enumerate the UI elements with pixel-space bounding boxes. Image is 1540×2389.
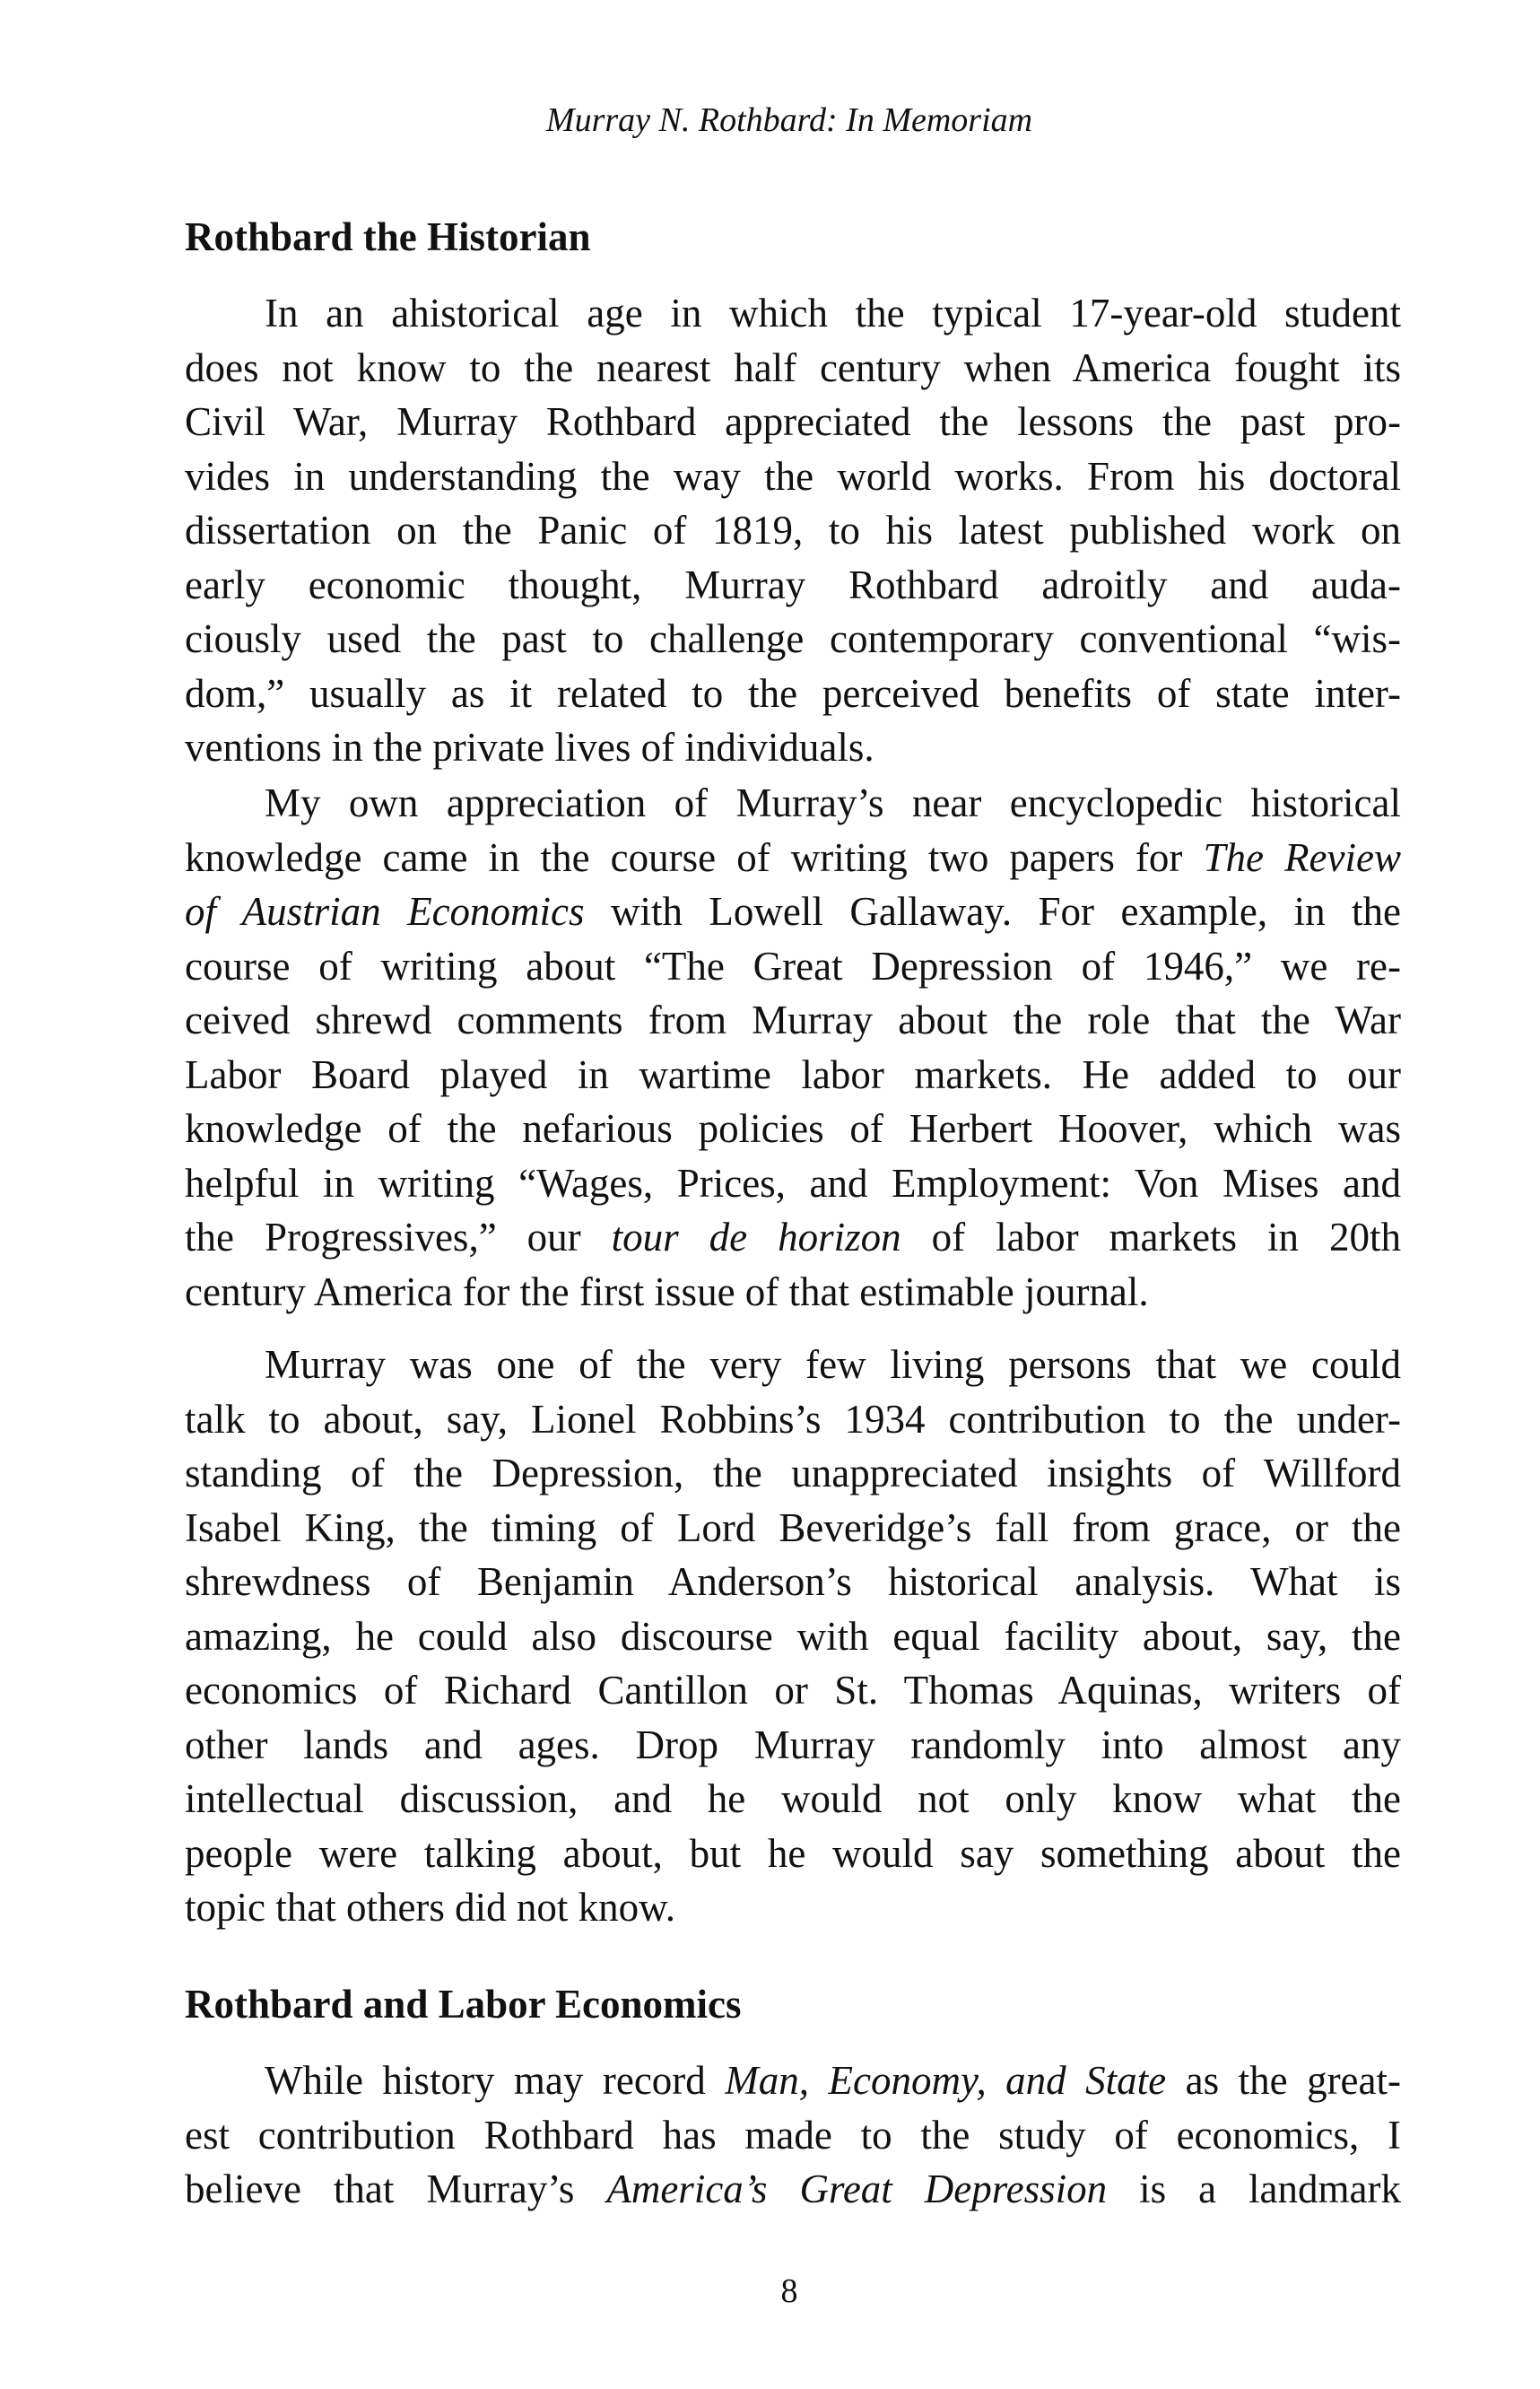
- text-segment: helpful in writing “Wages, Prices, and Employment: Von Mises and: [185, 1160, 1401, 1206]
- text-segment: of labor markets in 20th: [901, 1215, 1401, 1260]
- text-segment: intellectual discussion, and he would not only know what the: [185, 1776, 1401, 1821]
- text-segment: course of writing about “The Great Depression of 1946,” we re-: [185, 943, 1401, 989]
- text-line: [265, 286, 1401, 340]
- text-segment: ventions in the private lives of individuals.: [185, 725, 874, 770]
- text-segment: economics of Richard Cantillon or St. Thomas Aquinas, writers of: [185, 1668, 1401, 1713]
- text-segment: In an ahistorical age in which the typical 17-year-old student: [265, 291, 1401, 336]
- text-line: [185, 1102, 1401, 1155]
- text-segment: knowledge of the nefarious policies of Herbert Hoover, which was: [185, 1106, 1401, 1151]
- text-line: [185, 1609, 1401, 1663]
- text-line: [185, 993, 1401, 1047]
- text-segment: people were talking about, but he would say something about the: [185, 1830, 1401, 1876]
- text-segment: as the great-: [1166, 2058, 1401, 2103]
- text-segment: is a landmark: [1107, 2167, 1401, 2211]
- text-segment: Murray was one of the very few living persons that we could: [265, 1342, 1401, 1387]
- text-line: [185, 1210, 1401, 1264]
- text-segment: the Progressives,” our: [185, 1215, 612, 1260]
- text-segment: Labor Board played in wartime labor markets. He added to our: [185, 1051, 1401, 1097]
- text-segment: shrewdness of Benjamin Anderson’s historical analysis. What is: [185, 1559, 1401, 1604]
- text-segment: knowledge came in the course of writing two papers for: [185, 834, 1204, 880]
- text-segment: est contribution Rothbard has made to the study of economics, I: [185, 2112, 1401, 2158]
- italic-text: of Austrian Economics: [185, 889, 585, 934]
- text-segment: topic that others did not know.: [185, 1885, 676, 1930]
- text-line: [265, 1338, 1401, 1391]
- italic-text: Man, Economy, and State: [725, 2058, 1167, 2103]
- italic-text: The Review: [1203, 834, 1401, 880]
- text-segment: ceived shrewd comments from Murray about the role that the War: [185, 998, 1401, 1042]
- text-line: [185, 341, 1401, 395]
- text-segment: ciously used the past to challenge contemporary conventional “wis-: [185, 616, 1401, 661]
- italic-text: tour de horizon: [611, 1215, 901, 1260]
- text-line: [185, 1265, 1401, 1319]
- text-line: [185, 1880, 1401, 1934]
- text-segment: with Lowell Gallaway. For example, in the: [584, 889, 1401, 934]
- italic-text: America’s Great Depression: [606, 2167, 1108, 2211]
- text-line: [265, 776, 1401, 830]
- text-segment: Civil War, Murray Rothbard appreciated the lessons the past pro-: [185, 399, 1401, 444]
- text-segment: believe that Murray’s: [185, 2167, 607, 2211]
- section-heading: Rothbard and Labor Economics: [185, 1982, 742, 2027]
- section-heading: Rothbard the Historian: [185, 214, 591, 259]
- text-segment: other lands and ages. Drop Murray randomly into almost any: [185, 1722, 1401, 1767]
- text-segment: early economic thought, Murray Rothbard adroitly and auda-: [185, 562, 1401, 607]
- text-line: [185, 2162, 1401, 2216]
- text-segment: While history may record: [265, 2058, 726, 2103]
- text-segment: standing of the Depression, the unappreciated insights of Willford: [185, 1451, 1401, 1495]
- text-line: [265, 2053, 1401, 2107]
- text-line: [185, 831, 1401, 885]
- text-line: [185, 395, 1401, 449]
- text-line: [185, 449, 1401, 503]
- text-line: [185, 612, 1401, 666]
- text-line: [185, 1827, 1401, 1880]
- page-number: 8: [780, 2272, 798, 2310]
- text-segment: does not know to the nearest half century when America fought its: [185, 344, 1401, 390]
- text-line: [185, 1772, 1401, 1826]
- text-line: [185, 1392, 1401, 1446]
- text-line: [185, 720, 1401, 774]
- text-line: [185, 503, 1401, 557]
- text-line: [185, 1555, 1401, 1609]
- text-line: [185, 1048, 1401, 1102]
- text-segment: talk to about, say, Lionel Robbins’s 1934 contribution to the under-: [185, 1396, 1401, 1442]
- text-line: [185, 1156, 1401, 1210]
- text-line: [185, 667, 1401, 720]
- text-line: [185, 1663, 1401, 1717]
- text-segment: dom,” usually as it related to the perceived benefits of state inter-: [185, 670, 1401, 716]
- text-line: [185, 558, 1401, 612]
- text-segment: century America for the first issue of that estimable journal.: [185, 1269, 1149, 1314]
- text-segment: amazing, he could also discourse with equal facility about, say, the: [185, 1613, 1401, 1659]
- text-line: [185, 1501, 1401, 1555]
- text-line: [185, 939, 1401, 993]
- text-line: [185, 1718, 1401, 1772]
- text-line: [185, 1446, 1401, 1500]
- running-header: Murray N. Rothbard: In Memoriam: [545, 101, 1033, 139]
- text-segment: dissertation on the Panic of 1819, to his latest published work on: [185, 508, 1401, 553]
- text-segment: My own appreciation of Murray’s near encyclopedic historical: [265, 780, 1401, 825]
- text-segment: vides in understanding the way the world works. From his doctoral: [185, 453, 1401, 499]
- text-line: [185, 2108, 1401, 2162]
- text-line: [185, 885, 1401, 938]
- text-segment: Isabel King, the timing of Lord Beveridge’s fall from grace, or the: [185, 1504, 1401, 1550]
